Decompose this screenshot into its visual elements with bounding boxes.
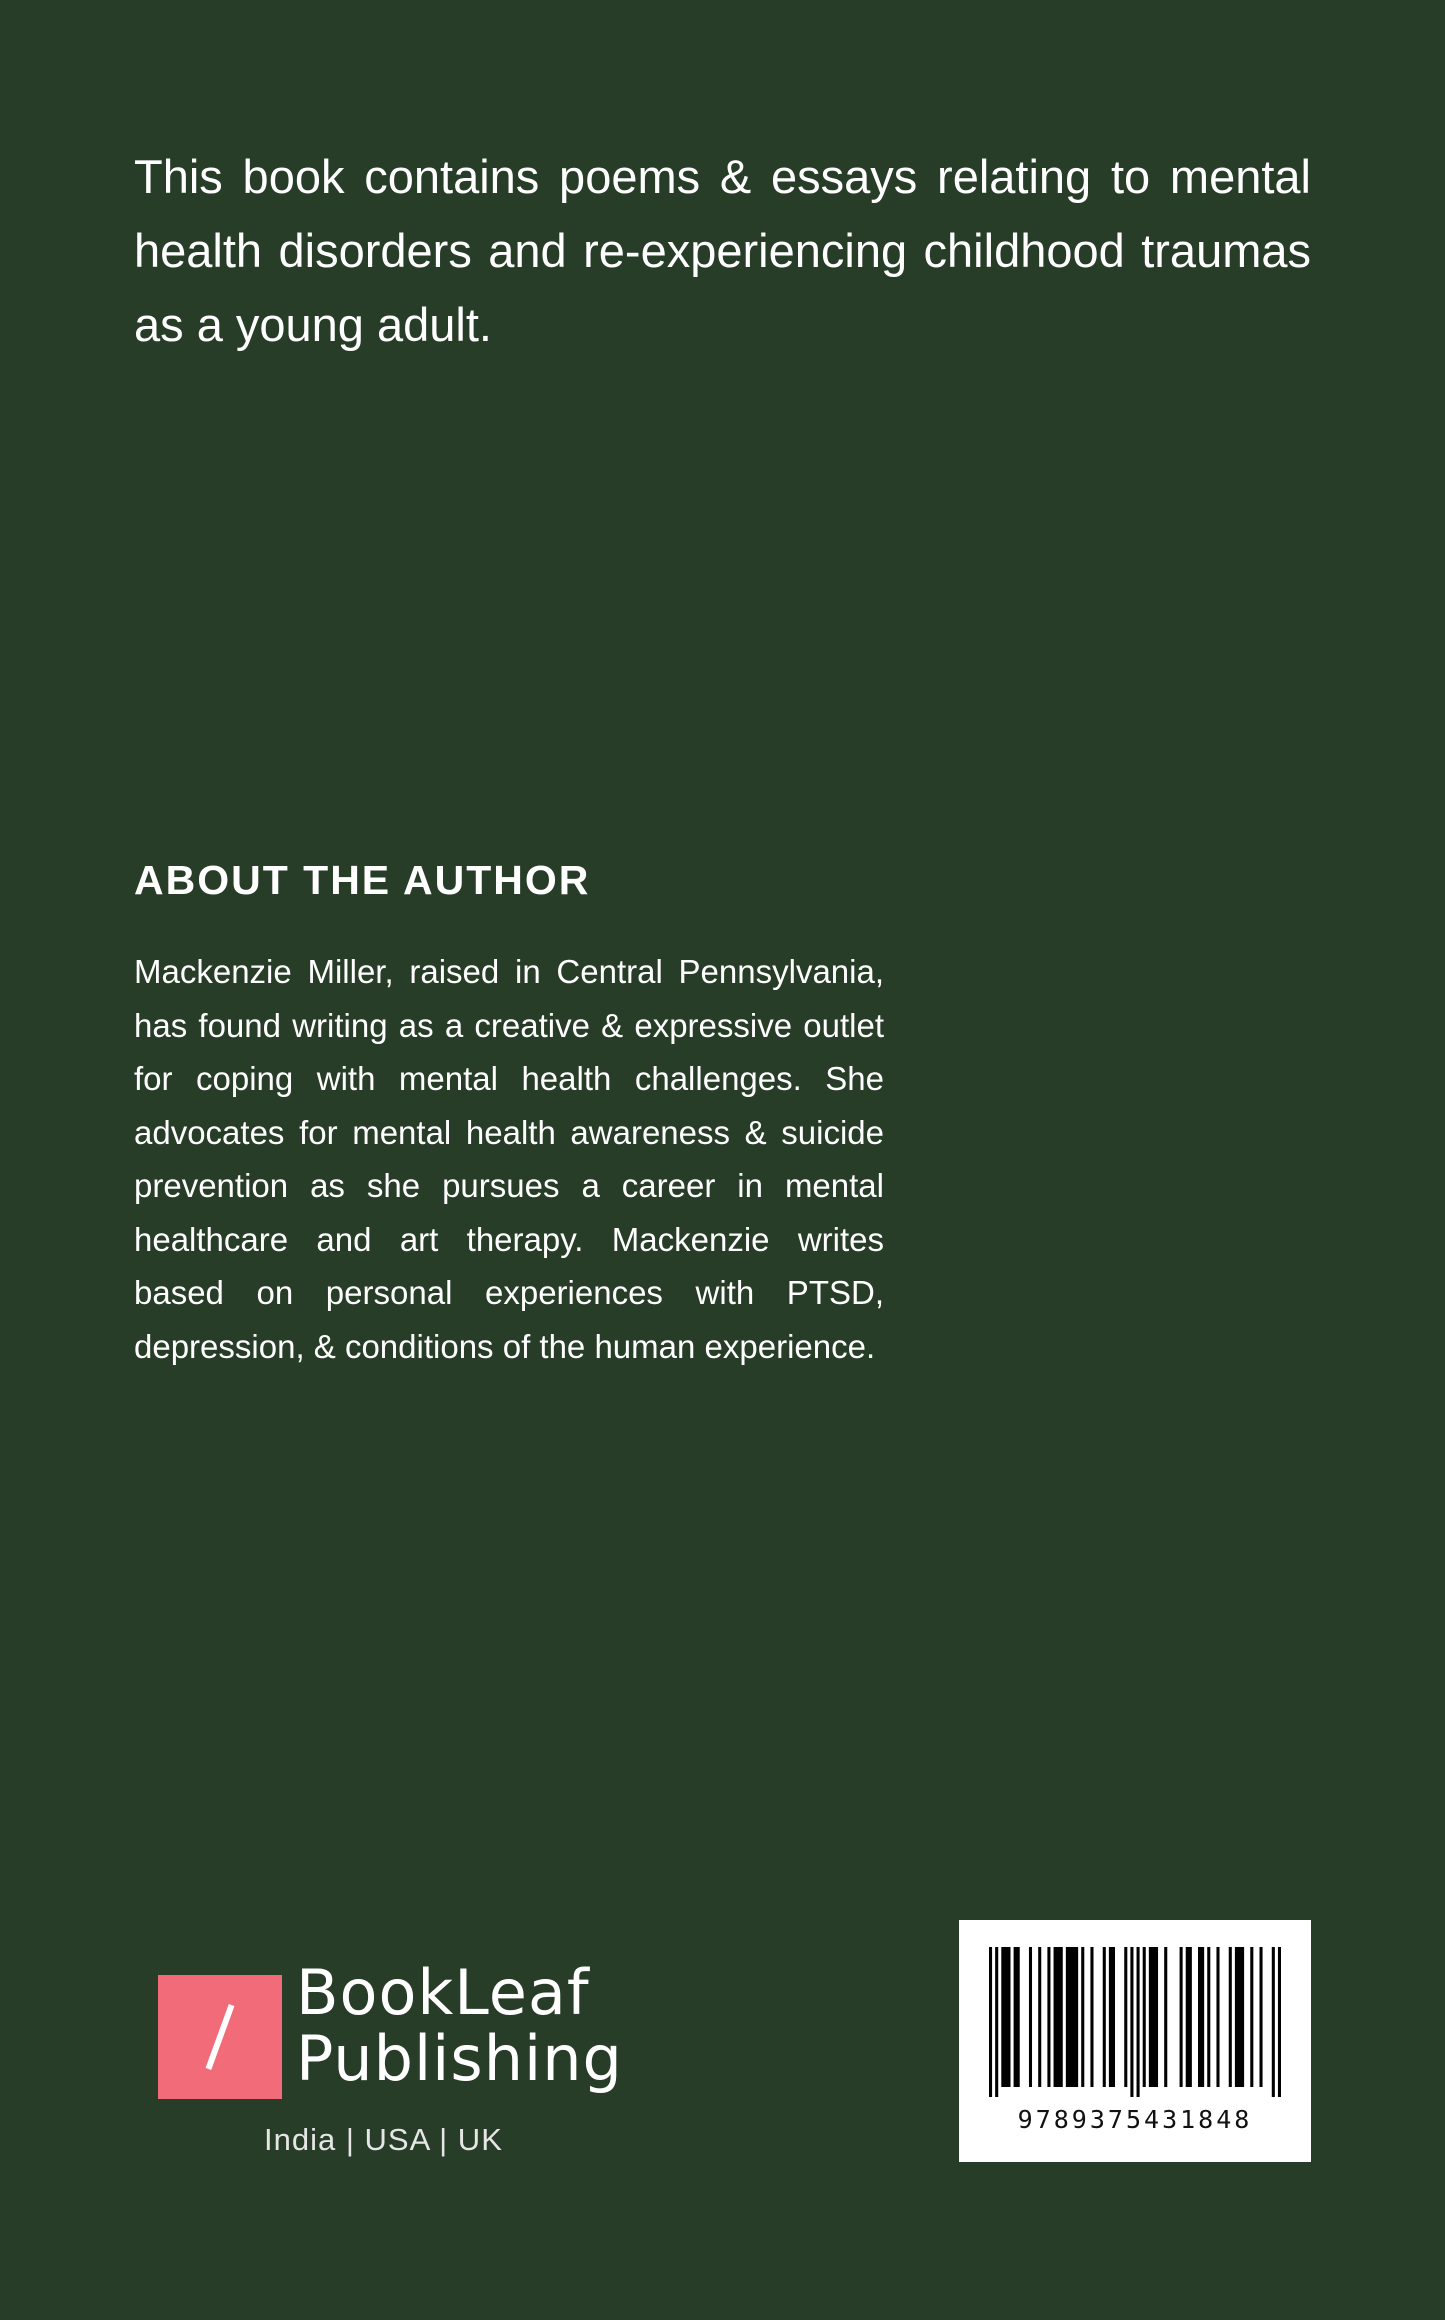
barcode-bar xyxy=(1250,1947,1253,2087)
author-bio: Mackenzie Miller, raised in Central Pennsylvania, has found writing as a creative & expressive outlet for coping with mental health challenges. She advocates for mental health awareness & suicide prevention as she pursues a career in mental healthcare and art therapy. Mackenzie writes based on personal experiences with PTSD, depression, & conditions of the human experience. xyxy=(134,953,884,1365)
barcode-bar xyxy=(1130,1947,1133,2097)
slash-icon xyxy=(158,1975,282,2099)
publisher-regions: India | USA | UK xyxy=(264,2122,503,2157)
barcode-bar xyxy=(1272,1947,1275,2097)
publisher-name-line1: BookLeaf xyxy=(296,1956,590,2029)
barcode-bar xyxy=(995,1947,998,2097)
barcode-bar xyxy=(1090,1947,1093,2087)
barcode-bar xyxy=(1149,1947,1158,2087)
barcode-bar xyxy=(989,1947,992,2097)
barcode-bar xyxy=(1180,1947,1183,2087)
isbn-barcode xyxy=(959,1920,1311,2162)
barcode-bar xyxy=(1014,1947,1020,2087)
publisher-name-line2: Publishing xyxy=(296,2022,623,2095)
barcode-bar xyxy=(1001,1947,1010,2087)
about-author-heading: ABOUT THE AUTHOR xyxy=(134,857,591,903)
barcode-bar xyxy=(1081,1947,1084,2087)
barcode-bar xyxy=(1047,1947,1050,2087)
barcode-bar xyxy=(1259,1947,1262,2087)
barcode-bar xyxy=(1143,1947,1146,2087)
slash-stroke xyxy=(206,2004,235,2070)
barcode-bar xyxy=(1054,1947,1063,2087)
barcode-bar xyxy=(1137,1947,1140,2097)
book-blurb: This book contains poems & essays relating to mental health disorders and re-experiencing childhood traumas as a young adult. xyxy=(134,150,1311,351)
publisher-logo xyxy=(158,1956,623,2170)
barcode-bar xyxy=(1124,1947,1127,2087)
barcode-bar xyxy=(1066,1947,1078,2087)
barcode-bar xyxy=(1229,1947,1232,2087)
barcode-bar xyxy=(1038,1947,1041,2087)
barcode-bar xyxy=(1198,1947,1204,2087)
barcode-bar xyxy=(1186,1947,1192,2087)
barcode-bar xyxy=(1103,1947,1106,2087)
barcode-bar xyxy=(1164,1947,1167,2087)
barcode-bars xyxy=(989,1947,1281,2097)
barcode-bar xyxy=(1207,1947,1210,2087)
barcode-bar xyxy=(1029,1947,1032,2087)
isbn-number: 9789375431848 xyxy=(1017,2105,1253,2134)
barcode-bar xyxy=(1216,1947,1219,2087)
barcode-bar xyxy=(1278,1947,1281,2097)
barcode-bar xyxy=(1109,1947,1115,2087)
barcode-bar xyxy=(1235,1947,1244,2087)
publisher-name xyxy=(296,1956,623,2095)
